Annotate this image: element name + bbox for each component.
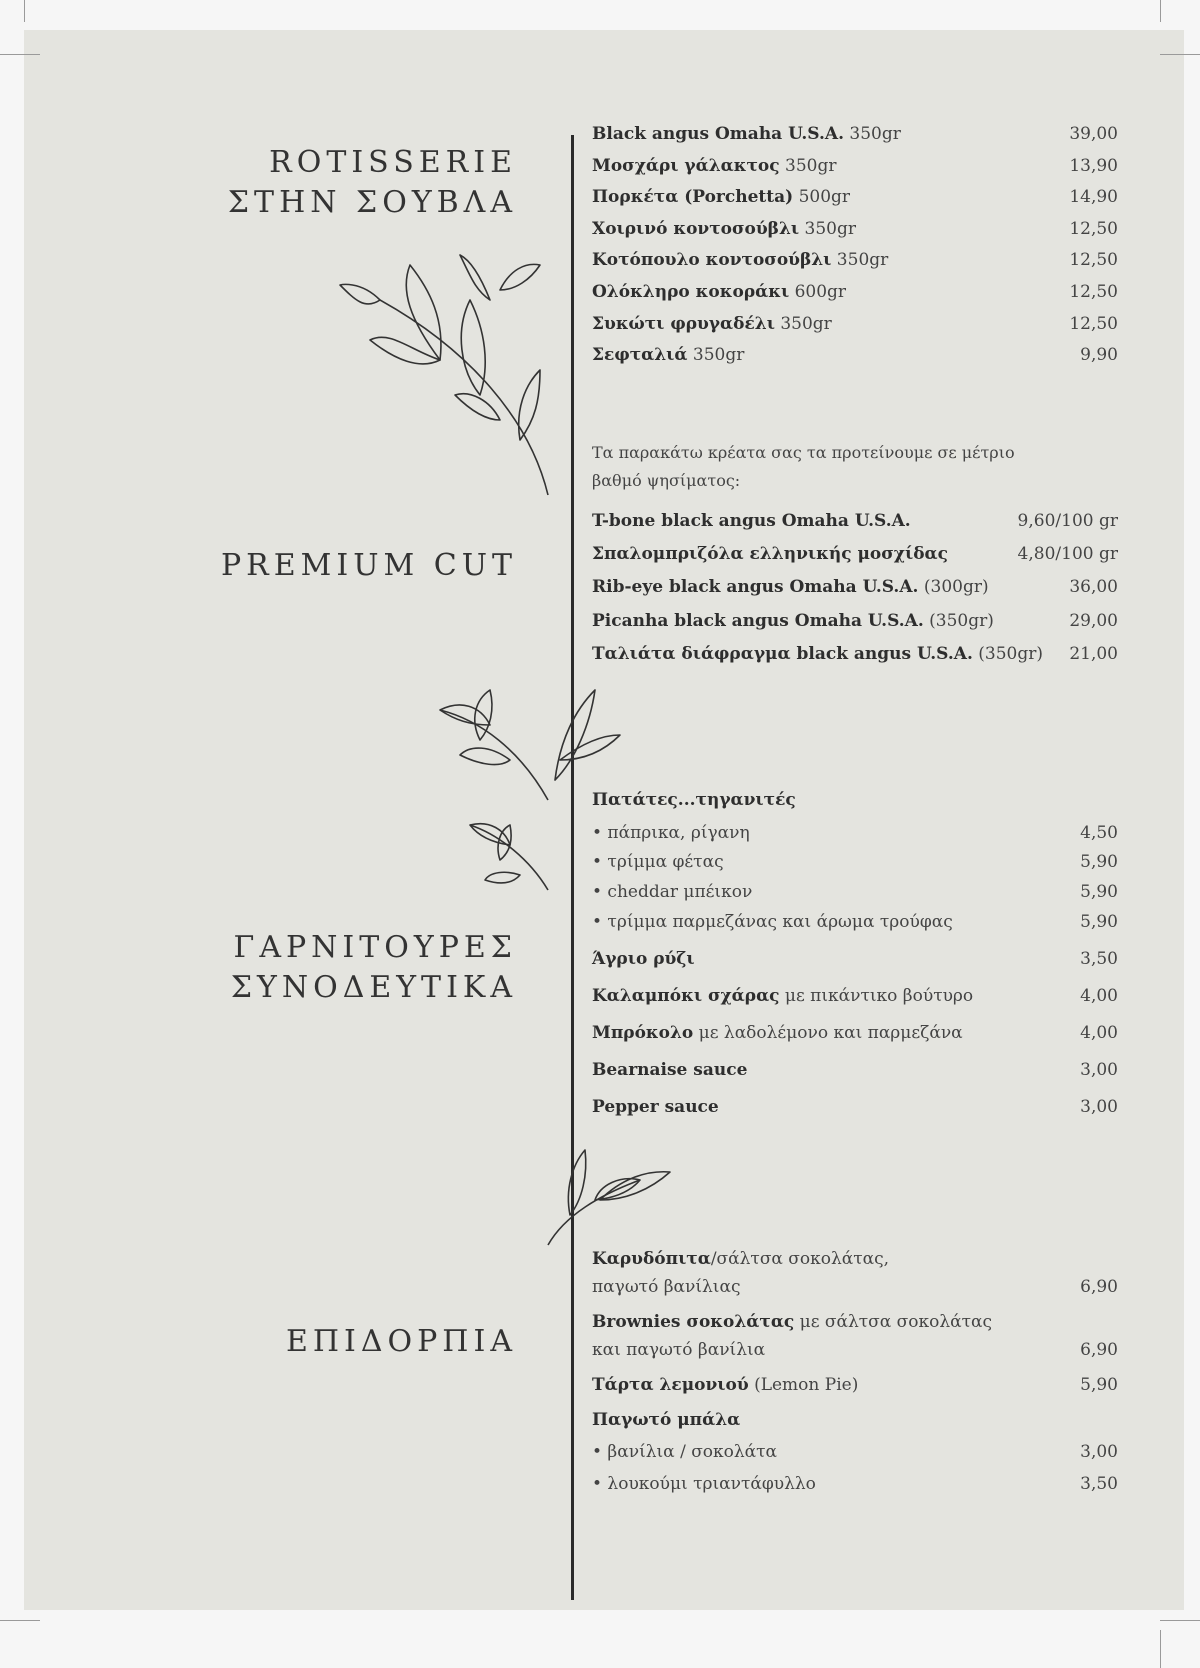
item-name: Τάρτα λεμονιού <box>592 1375 749 1395</box>
item-desc: (Lemon Pie) <box>748 1375 859 1395</box>
menu-item <box>592 1374 1118 1396</box>
item-price: 4,00 <box>1080 1023 1118 1043</box>
title-line: ΕΠΙΔΟΡΠΙΑ <box>285 1324 517 1359</box>
option-label: • cheddar μπέικον <box>592 882 753 902</box>
title-line: ΓΑΡΝΙΤΟΥΡΕΣ <box>233 930 517 965</box>
menu-item <box>592 1096 1118 1118</box>
item-price: 12,50 <box>1069 314 1118 334</box>
option-label: • τρίμμα παρμεζάνας και άρωμα τρούφας <box>592 912 953 932</box>
menu-item <box>592 510 1118 532</box>
item-price: 21,00 <box>1069 644 1118 664</box>
menu-item <box>592 610 1118 632</box>
list-item <box>592 881 1118 903</box>
item-name: Ταλιάτα διάφραγμα black angus U.S.A. <box>592 644 973 664</box>
menu-item <box>592 948 1118 970</box>
item-name: Μοσχάρι γάλακτος <box>592 156 780 176</box>
item-name: Rib-eye black angus Omaha U.S.A. <box>592 577 919 597</box>
menu-item <box>592 344 1118 366</box>
item-price: 5,90 <box>1080 912 1118 932</box>
menu-item <box>592 985 1118 1007</box>
title-line: ΣΤΗΝ ΣΟΥΒΛΑ <box>227 185 517 220</box>
item-price: 3,00 <box>1080 1442 1118 1462</box>
item-weight: 500gr <box>793 187 851 207</box>
menu-item <box>592 123 1118 145</box>
section-title-desserts <box>286 1322 517 1362</box>
item-price: 5,90 <box>1080 1375 1118 1395</box>
fries-title: Πατάτες...τηγανιτές <box>592 790 796 810</box>
menu-item <box>592 218 1118 240</box>
item-name: Καρυδόπιτα <box>592 1249 711 1269</box>
premium-intro-text: Τα παρακάτω κρέατα σας τα προτείνουμε σε μέτριο βαθμό ψησίματος: <box>592 443 1015 490</box>
item-weight: 350gr <box>799 219 856 239</box>
item-price: 13,90 <box>1069 156 1118 176</box>
item-price: 3,00 <box>1080 1097 1118 1117</box>
list-item <box>592 911 1118 933</box>
item-name: Pepper sauce <box>592 1097 719 1117</box>
item-price: 6,90 <box>1080 1277 1118 1297</box>
item-name: T-bone black angus Omaha U.S.A. <box>592 511 911 531</box>
menu-item <box>592 313 1118 335</box>
item-weight: 350gr <box>687 345 745 365</box>
list-item <box>592 1473 1118 1495</box>
section-title-rotisserie <box>228 143 517 223</box>
item-price: 3,50 <box>1080 1474 1118 1494</box>
title-line: PREMIUM CUT <box>220 548 517 583</box>
item-name: Black angus Omaha U.S.A. <box>592 124 844 144</box>
item-weight: 350gr <box>774 314 832 334</box>
item-name: Συκώτι φρυγαδέλι <box>592 314 775 334</box>
menu-item <box>592 1245 1118 1301</box>
item-weight: 350gr <box>779 156 837 176</box>
option-label: • πάπρικα, ρίγανη <box>592 823 750 843</box>
title-line: ΣΥΝΟΔΕΥΤΙΚΑ <box>230 970 517 1005</box>
menu-item <box>592 1308 1118 1364</box>
item-name: Σεφταλιά <box>592 345 688 365</box>
menu-item <box>592 643 1118 665</box>
item-name: Μπρόκολο <box>592 1023 694 1043</box>
item-desc: με σάλτσα σοκολάτας <box>794 1312 993 1332</box>
item-name: Picanha black angus Omaha U.S.A. <box>592 611 924 631</box>
menu-item <box>592 249 1118 271</box>
item-price: 36,00 <box>1069 577 1118 597</box>
item-weight: (350gr) <box>972 644 1044 664</box>
item-price: 6,90 <box>1080 1340 1118 1360</box>
item-price: 12,50 <box>1069 250 1118 270</box>
item-name: Κοτόπουλο κοντοσούβλι <box>592 250 832 270</box>
item-weight: 350gr <box>831 250 889 270</box>
item-desc: με πικάντικο βούτυρο <box>779 986 974 1006</box>
item-weight: 600gr <box>789 282 847 302</box>
item-price: 9,60/100 gr <box>1017 511 1118 531</box>
list-item <box>592 822 1118 844</box>
item-name: Χοιρινό κοντοσούβλι <box>592 219 800 239</box>
menu-item <box>592 281 1118 303</box>
item-price: 14,90 <box>1069 187 1118 207</box>
item-name: Καλαμπόκι σχάρας <box>592 986 780 1006</box>
item-price: 3,00 <box>1080 1060 1118 1080</box>
item-name: Σπαλομπριζόλα ελληνικής μοσχίδας <box>592 544 948 564</box>
item-weight: (300gr) <box>918 577 989 597</box>
item-price: 12,50 <box>1069 219 1118 239</box>
menu-item <box>592 155 1118 177</box>
list-item <box>592 1441 1118 1463</box>
section-title-sides <box>231 928 517 1008</box>
menu-item <box>592 576 1118 598</box>
item-price: 5,90 <box>1080 882 1118 902</box>
item-price: 5,90 <box>1080 852 1118 872</box>
item-price: 4,80/100 gr <box>1017 544 1118 564</box>
item-desc: παγωτό βανίλιας <box>592 1277 741 1297</box>
menu-item <box>592 186 1118 208</box>
item-price: 4,50 <box>1080 823 1118 843</box>
menu-item <box>592 1022 1118 1044</box>
item-price: 29,00 <box>1069 611 1118 631</box>
title-line: ROTISSERIE <box>269 145 517 180</box>
item-price: 12,50 <box>1069 282 1118 302</box>
item-name: Πορκέτα (Porchetta) <box>592 187 794 207</box>
section-title-premium-cut <box>221 546 517 586</box>
item-weight: 350gr <box>844 124 901 144</box>
ice-cream-title: Παγωτό μπάλα <box>592 1410 741 1430</box>
item-desc: με λαδολέμονο και παρμεζάνα <box>693 1023 963 1043</box>
item-name: Bearnaise sauce <box>592 1060 748 1080</box>
menu-item <box>592 1059 1118 1081</box>
item-weight: (350gr) <box>923 611 994 631</box>
item-name: Brownies σοκολάτας <box>592 1312 795 1332</box>
item-price: 9,90 <box>1080 345 1118 365</box>
item-price: 4,00 <box>1080 986 1118 1006</box>
item-price: 39,00 <box>1069 124 1118 144</box>
item-name: Άγριο ρύζι <box>592 949 695 969</box>
option-label: • βανίλια / σοκολάτα <box>592 1442 778 1462</box>
list-item <box>592 851 1118 873</box>
option-label: • τρίμμα φέτας <box>592 852 724 872</box>
menu-item <box>592 543 1118 565</box>
option-label: • λουκούμι τριαντάφυλλο <box>592 1474 816 1494</box>
item-desc: και παγωτό βανίλια <box>592 1340 766 1360</box>
item-desc: /σάλτσα σοκολάτας, <box>710 1249 890 1269</box>
item-price: 3,50 <box>1080 949 1118 969</box>
item-name: Ολόκληρο κοκοράκι <box>592 282 790 302</box>
